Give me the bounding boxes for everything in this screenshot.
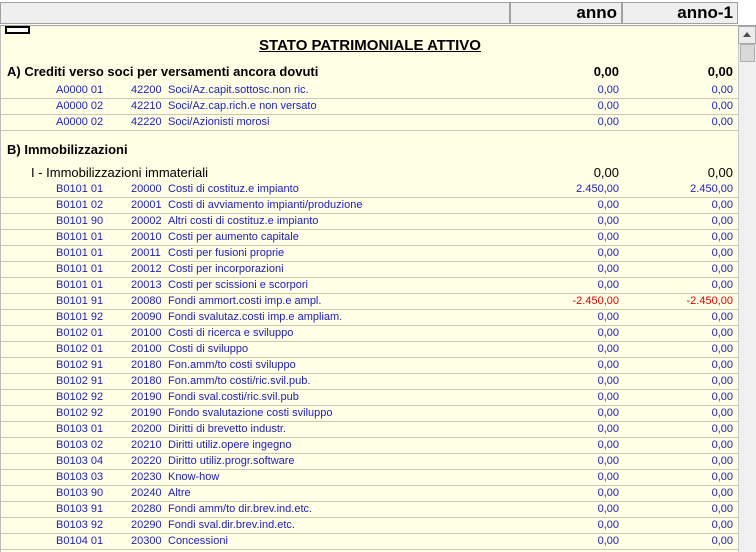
account-description: Soci/Az.capit.sottosc.non ric. [168, 84, 309, 96]
table-row[interactable] [1, 99, 738, 115]
account-description: Soci/Azionisti morosi [168, 116, 270, 128]
anno-value: 0,00 [597, 423, 619, 435]
account-description: Fondi svalutaz.costi imp.e ampliam. [168, 311, 343, 323]
anno-value: 2.450,00 [576, 183, 619, 195]
account-code: B0103 92 [56, 519, 104, 531]
anno-value: 0,00 [597, 231, 619, 243]
anno1-value: 0,00 [711, 375, 733, 387]
anno1-value: 0,00 [711, 519, 733, 531]
table-row[interactable] [1, 246, 738, 262]
account-number: 20012 [131, 263, 162, 275]
cell-selector-box[interactable] [5, 26, 30, 34]
account-code: A0000 01 [56, 84, 104, 96]
scrollbar-thumb[interactable] [740, 44, 755, 62]
account-code: B0103 04 [56, 455, 104, 467]
anno1-value: 0,00 [711, 263, 733, 275]
anno-value: 0,00 [597, 471, 619, 483]
header-anno-1[interactable]: anno-1 [622, 2, 738, 24]
anno-value: 0,00 [597, 487, 619, 499]
anno1-value: 0,00 [711, 231, 733, 243]
account-description: Costi di avviamento impianti/produzione [168, 199, 363, 211]
account-number: 42210 [131, 100, 162, 112]
account-code: A0000 02 [56, 116, 104, 128]
account-number: 20290 [131, 519, 162, 531]
account-description: Altre [168, 487, 191, 499]
table-row[interactable] [1, 422, 738, 438]
account-number: 20000 [131, 183, 162, 195]
account-code: B0101 90 [56, 215, 104, 227]
anno-value: 0,00 [597, 311, 619, 323]
anno1-value: 0,00 [711, 487, 733, 499]
column-header-bar [0, 0, 756, 26]
table-row[interactable] [1, 470, 738, 486]
account-number: 20100 [131, 343, 162, 355]
account-code: B0102 92 [56, 391, 104, 403]
table-row[interactable] [1, 438, 738, 454]
table-row[interactable] [1, 534, 738, 550]
scroll-up-button[interactable] [738, 26, 756, 44]
anno1-value: 2.450,00 [690, 183, 733, 195]
account-description: Costi per incorporazioni [168, 263, 284, 275]
balance-sheet [0, 26, 738, 552]
account-number: 20090 [131, 311, 162, 323]
account-description: Fon.amm/to costi sviluppo [168, 359, 296, 371]
anno1-value: 0,00 [711, 503, 733, 515]
anno1-value: 0,00 [711, 343, 733, 355]
section-a-row [1, 64, 738, 80]
anno1-value: 0,00 [711, 327, 733, 339]
anno1-value: 0,00 [711, 279, 733, 291]
account-number: 20210 [131, 439, 162, 451]
anno1-value: 0,00 [711, 84, 733, 96]
table-row[interactable] [1, 502, 738, 518]
subsection-b1-row [1, 165, 738, 181]
account-code: B0101 91 [56, 295, 104, 307]
section-a-label: A) Crediti verso soci per versamenti ancora dovuti [7, 64, 319, 79]
header-anno[interactable]: anno [510, 2, 622, 24]
anno-value: 0,00 [597, 199, 619, 211]
table-row[interactable] [1, 454, 738, 470]
account-description: Costi per fusioni proprie [168, 247, 285, 259]
anno-value: 0,00 [597, 503, 619, 515]
account-number: 42200 [131, 84, 162, 96]
anno-value: 0,00 [597, 359, 619, 371]
account-description: Diritto utiliz.progr.software [168, 455, 295, 467]
table-row[interactable] [1, 406, 738, 422]
table-row[interactable] [1, 230, 738, 246]
account-number: 20001 [131, 199, 162, 211]
anno-value: -2.450,00 [572, 295, 619, 307]
account-number: 42220 [131, 116, 162, 128]
anno-value: 0,00 [597, 84, 619, 96]
anno-value: 0,00 [597, 263, 619, 275]
table-row[interactable] [1, 115, 738, 131]
account-code: B0102 01 [56, 343, 104, 355]
account-code: A0000 02 [56, 100, 104, 112]
account-code: B0101 92 [56, 311, 104, 323]
anno1-value: 0,00 [711, 407, 733, 419]
anno1-value: 0,00 [711, 471, 733, 483]
account-number: 20230 [131, 471, 162, 483]
table-row[interactable] [1, 326, 738, 342]
anno1-value: 0,00 [711, 100, 733, 112]
account-description: Diritti di brevetto industr. [168, 423, 286, 435]
anno-value: 0,00 [597, 455, 619, 467]
table-row[interactable] [1, 214, 738, 230]
table-row[interactable] [1, 294, 738, 310]
account-code: B0101 01 [56, 231, 104, 243]
table-row[interactable] [1, 518, 738, 534]
table-row[interactable] [1, 198, 738, 214]
account-number: 20190 [131, 407, 162, 419]
account-code: B0101 01 [56, 263, 104, 275]
account-code: B0103 02 [56, 439, 104, 451]
anno-value: 0,00 [597, 391, 619, 403]
account-code: B0101 02 [56, 199, 104, 211]
subsection-b1-anno-value: 0,00 [593, 165, 619, 180]
account-code: B0102 91 [56, 375, 104, 387]
account-code: B0102 91 [56, 359, 104, 371]
section-b-label: B) Immobilizzazioni [7, 142, 128, 157]
section-a-anno1-value: 0,00 [707, 64, 733, 79]
account-description: Know-how [168, 471, 220, 483]
anno-value: 0,00 [597, 247, 619, 259]
anno1-value: 0,00 [711, 439, 733, 451]
arrow-up-icon [743, 32, 751, 37]
subsection-b1-label: I - Immobilizzazioni immateriali [31, 165, 208, 180]
table-row[interactable] [1, 278, 738, 294]
anno-value: 0,00 [597, 100, 619, 112]
table-row[interactable] [1, 182, 738, 198]
section-a-anno-value: 0,00 [593, 64, 619, 79]
account-description: Fondi ammort.costi imp.e ampl. [168, 295, 322, 307]
account-description: Costi per aumento capitale [168, 231, 299, 243]
account-description: Fondi sval.dir.brev.ind.etc. [168, 519, 295, 531]
table-row[interactable] [1, 390, 738, 406]
account-description: Fondi amm/to dir.brev.ind.etc. [168, 503, 313, 515]
table-row[interactable] [1, 486, 738, 502]
table-row[interactable] [1, 342, 738, 358]
anno1-value: 0,00 [711, 423, 733, 435]
account-description: Fon.amm/to costi/ric.svil.pub. [168, 375, 311, 387]
subsection-b1-anno1-value: 0,00 [707, 165, 733, 180]
account-description: Costi di sviluppo [168, 343, 249, 355]
anno-value: 0,00 [597, 407, 619, 419]
account-number: 20011 [131, 247, 161, 259]
account-number: 20180 [131, 375, 162, 387]
account-description: Concessioni [168, 535, 228, 547]
anno-value: 0,00 [597, 116, 619, 128]
account-description: Costi di costituz.e impianto [168, 183, 299, 195]
table-row[interactable] [1, 83, 738, 99]
anno1-value: -2.450,00 [686, 295, 733, 307]
account-code: B0103 90 [56, 487, 104, 499]
account-code: B0101 01 [56, 247, 104, 259]
anno-value: 0,00 [597, 535, 619, 547]
section-b-row [1, 142, 738, 158]
header-blank-cell [0, 2, 510, 24]
account-code: B0102 92 [56, 407, 104, 419]
table-row[interactable] [1, 262, 738, 278]
anno-value: 0,00 [597, 343, 619, 355]
anno1-value: 0,00 [711, 311, 733, 323]
vertical-scrollbar[interactable] [738, 44, 756, 552]
account-number: 20180 [131, 359, 162, 371]
account-number: 20240 [131, 487, 162, 499]
anno-value: 0,00 [597, 279, 619, 291]
account-number: 20190 [131, 391, 162, 403]
anno1-value: 0,00 [711, 247, 733, 259]
anno1-value: 0,00 [711, 455, 733, 467]
account-number: 20100 [131, 327, 162, 339]
anno1-value: 0,00 [711, 391, 733, 403]
anno-value: 0,00 [597, 439, 619, 451]
account-number: 20002 [131, 215, 162, 227]
account-number: 20220 [131, 455, 162, 467]
account-number: 20200 [131, 423, 162, 435]
account-description: Fondi sval.costi/ric.svil.pub [168, 391, 299, 403]
anno-value: 0,00 [597, 215, 619, 227]
anno-value: 0,00 [597, 375, 619, 387]
sheet-title: STATO PATRIMONIALE ATTIVO [259, 37, 481, 54]
account-description: Costi di ricerca e sviluppo [168, 327, 294, 339]
account-code: B0101 01 [56, 279, 104, 291]
account-number: 20280 [131, 503, 162, 515]
table-row[interactable] [1, 310, 738, 326]
account-number: 20080 [131, 295, 162, 307]
anno1-value: 0,00 [711, 535, 733, 547]
account-number: 20010 [131, 231, 162, 243]
account-description: Altri costi di costituz.e impianto [168, 215, 319, 227]
account-code: B0103 01 [56, 423, 104, 435]
table-row[interactable] [1, 374, 738, 390]
anno-value: 0,00 [597, 327, 619, 339]
anno-value: 0,00 [597, 519, 619, 531]
account-number: 20300 [131, 535, 162, 547]
account-code: B0102 01 [56, 327, 104, 339]
anno1-value: 0,00 [711, 199, 733, 211]
anno1-value: 0,00 [711, 116, 733, 128]
anno1-value: 0,00 [711, 215, 733, 227]
account-code: B0101 01 [56, 183, 104, 195]
account-description: Diritti utiliz.opere ingegno [168, 439, 292, 451]
table-row[interactable] [1, 358, 738, 374]
account-code: B0104 01 [56, 535, 104, 547]
account-code: B0103 91 [56, 503, 104, 515]
account-number: 20013 [131, 279, 162, 291]
account-code: B0103 03 [56, 471, 104, 483]
account-description: Costi per scissioni e scorpori [168, 279, 308, 291]
anno1-value: 0,00 [711, 359, 733, 371]
account-description: Fondo svalutazione costi sviluppo [168, 407, 333, 419]
account-description: Soci/Az.cap.rich.e non versato [168, 100, 317, 112]
